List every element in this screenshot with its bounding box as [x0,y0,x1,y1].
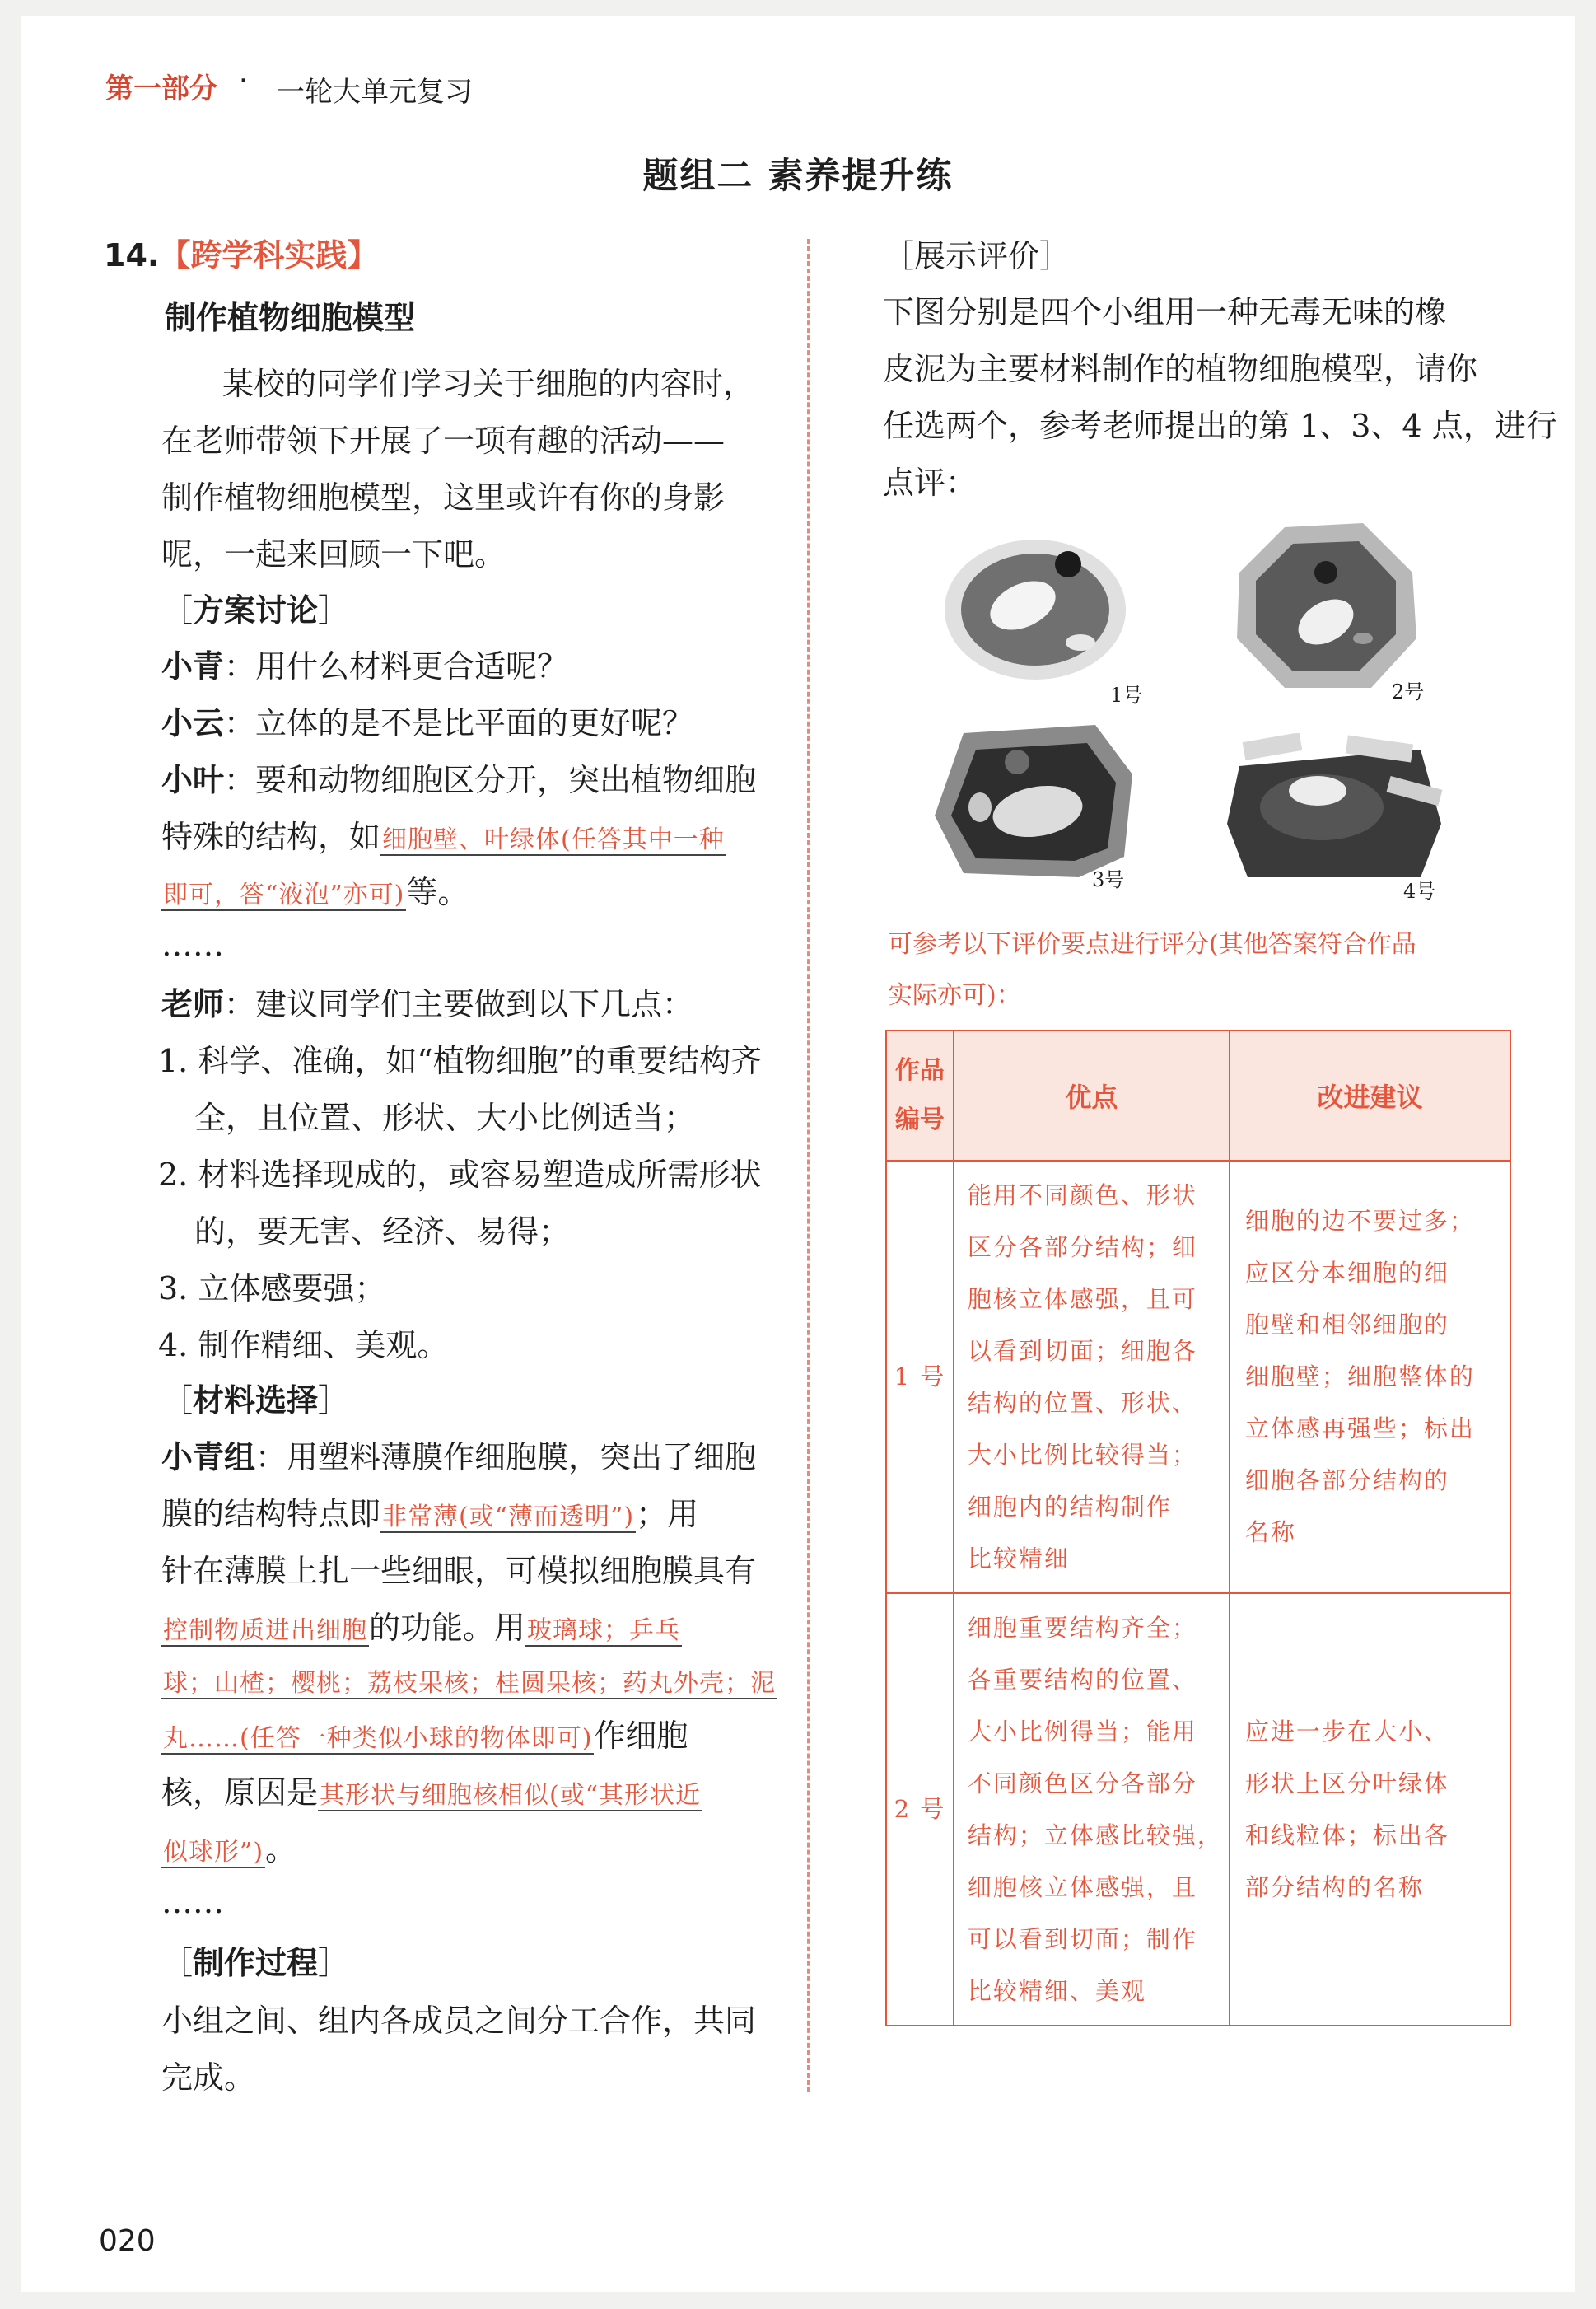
table-row [886,1161,1510,1593]
row-1-pros-line: 能用不同颜色、形状 [967,1180,1197,1209]
intro-line-3: 制作植物细胞模型，这里或许有你的身影 [161,479,726,516]
row-1-pros-line: 以看到切面；细胞各 [967,1336,1197,1365]
row-1-pros-line: 结构的位置、形状、 [967,1388,1197,1417]
xqg-label: 小青组 [161,1439,256,1475]
material-heading-label: 材料选择 [193,1382,319,1419]
membrane-text-a: 膜的结构特点即 [161,1496,381,1532]
caption-2: 2号 [1392,680,1425,703]
header-title: 一轮大单元复习 [277,76,473,109]
answer-1b: 即可，答“液泡”亦可) [163,881,405,909]
ellipsis-1: …… [161,927,224,963]
teacher-label: 老师 [161,986,225,1022]
row-2-pros [954,1593,1230,2026]
answer-4b: 球；山楂；樱桃；荔枝果核；桂圆果核；药丸外壳；泥 [163,1669,776,1698]
row-1-cons-line: 胞壁和相邻细胞的 [1244,1311,1449,1339]
row-1-cons-line: 立体感再强些；标出 [1244,1414,1475,1442]
intro-line-4: 呢，一起来回顾一下吧。 [161,536,506,573]
process-heading: ［制作过程］ [161,1945,350,1981]
question-tag: 【跨学科实践】 [159,237,379,273]
xiaoye-label: 小叶 [161,762,225,798]
teacher-text: ：建议同学们主要做到以下几点： [224,986,694,1022]
subtitle: 制作植物细胞模型 [165,300,416,336]
row-2-cons-line: 部分结构的名称 [1244,1872,1424,1901]
material-heading: ［材料选择］ [161,1382,350,1419]
table-header-row [886,1031,1510,1161]
row-1-cons-line: 细胞壁；细胞整体的 [1244,1362,1475,1391]
row-2-pros-line: 结构；立体感比较强， [967,1821,1223,1849]
function-text: 的功能。用 [369,1610,526,1646]
point-2b: 的，要无害、经济、易得； [194,1213,571,1250]
row-1-pros-line: 细胞内的结构制作 [967,1492,1172,1521]
row-2-pros-line: 可以看到切面；制作 [967,1924,1197,1953]
xiaoye-text-2: 特殊的结构，如 [161,819,381,855]
row-1-pros-line: 胞核立体感强，且可 [967,1284,1197,1313]
column-divider [807,239,810,2092]
section-title: 题组二 素养提升练 [642,156,954,197]
xiaoqing-text: ：用什么材料更合适呢？ [224,648,569,685]
row-1-suggestions [1230,1161,1510,1593]
header-dot: · [239,64,248,97]
row-1-cons-line: 细胞各部分结构的 [1244,1466,1449,1494]
row-1-pros-line: 区分各部分结构；细 [967,1232,1197,1261]
page-number: 020 [99,2224,156,2258]
row-1-cons-line: 应区分本细胞的细 [1244,1259,1449,1287]
row-1-cons-line: 名称 [1244,1518,1296,1546]
answer-4a: 玻璃球；乒乓 [527,1616,681,1645]
zuo-text: 作细胞 [594,1718,688,1754]
xiaoyun-text: ：立体的是不是比平面的更好呢？ [224,705,694,741]
row-2-cons-line: 形状上区分叶绿体 [1244,1769,1449,1797]
note-line-2: 实际亦可)： [888,981,1021,1010]
row-1-cons-line: 细胞的边不要过多； [1244,1207,1475,1235]
table-row [886,1593,1510,2026]
answer-4b-line [161,1662,777,1703]
point-2a: 2. 材料选择现成的，或容易塑造成所需形状 [158,1157,762,1193]
function-line [161,1609,682,1650]
ellipsis-2: …… [161,1884,224,1920]
row-2-cons-line: 应进一步在大小、 [1244,1717,1449,1746]
xiaoqing-line [161,647,568,685]
row-2-cons-line: 和线粒体；标出各 [1244,1821,1449,1849]
header-work-number: 作品编号 [886,1031,954,1161]
show-heading: ［展示评价］ [883,238,1071,274]
caption-3: 3号 [1092,868,1125,891]
membrane-line [161,1495,698,1536]
reason-line [161,1774,702,1815]
desc-line-4: 点评： [883,465,978,501]
row-2-pros-line: 细胞核立体感强，且 [967,1872,1197,1901]
xiaoqing-label: 小青 [161,648,225,685]
row-1-pros [954,1161,1230,1593]
row-2-pros-line: 各重要结构的位置、 [967,1665,1197,1694]
row-2-pros-line: 比较精细、美观 [967,1976,1146,2005]
process-heading-label: 制作过程 [193,1945,319,1981]
answer-3: 控制物质进出细胞 [163,1616,367,1645]
answer-5b-line [161,1830,296,1872]
xiaoye-text: ：要和动物细胞区分开，突出植物细胞 [224,762,757,798]
caption-4: 4号 [1403,880,1436,903]
note-line-1: 可参考以下评价要点进行评分(其他答案符合作品 [888,930,1416,959]
xiaoye-line-3 [161,873,469,914]
desc-line-1: 下图分别是四个小组用一种无毒无味的橡 [883,294,1447,330]
process-line-2: 完成。 [161,2059,256,2096]
row-1-pros-line: 比较精细 [967,1544,1070,1573]
xqg-line [161,1438,756,1476]
desc-line-3: 任选两个，参考老师提出的第 1、3、4 点，进行 [883,408,1557,444]
point-3: 3. 立体感要强； [158,1270,386,1306]
row-1-pros-line: 大小比例比较得当； [967,1440,1197,1469]
membrane-text-b: ；用 [636,1496,699,1532]
row-2-number: 2 号 [886,1593,954,2026]
row-2-pros-line: 大小比例得当；能用 [967,1717,1197,1746]
answer-4c-line [161,1717,688,1758]
row-2-suggestions [1230,1593,1510,2026]
evaluation-table [885,1030,1511,2026]
xqg-text: ：用塑料薄膜作细胞膜，突出了细胞 [255,1439,757,1475]
teacher-line [161,985,693,1023]
point-1b: 全，且位置、形状、大小比例适当； [194,1100,696,1136]
answer-2: 非常薄(或“薄而透明”) [382,1503,635,1531]
discussion-heading: ［方案讨论］ [161,592,350,629]
caption-1: 1号 [1110,684,1143,707]
reason-text: 核，原因是 [161,1774,319,1811]
row-2-pros-line: 不同颜色区分各部分 [967,1769,1197,1797]
show-heading-label: 展示评价 [914,238,1040,274]
xiaoyun-label: 小云 [161,705,225,741]
xiaoye-line-2 [161,818,726,859]
point-4: 4. 制作精细、美观。 [158,1327,449,1363]
question-header [104,236,378,274]
cell-model-4-photo [1223,733,1445,881]
discussion-heading-label: 方案讨论 [193,592,319,629]
cell-model-2-photo [1227,515,1425,696]
row-2-pros-line: 细胞重要结构齐全； [967,1613,1197,1642]
deng-text: 等。 [406,874,469,910]
process-line-1: 小组之间、组内各成员之间分工合作，共同 [161,2003,757,2039]
xiaoyun-line [161,704,693,742]
needle-line: 针在薄膜上扎一些细眼，可模拟细胞膜具有 [161,1553,757,1589]
cell-model-1-photo [940,527,1130,692]
answer-4c: 丸……(任答一种类似小球的物体即可) [163,1724,593,1753]
cell-model-3-photo [931,717,1136,881]
answer-1a: 细胞壁、叶绿体(任答其中一种 [382,825,725,854]
point-1a: 1. 科学、准确，如“植物细胞”的重要结构齐 [158,1043,763,1079]
question-number: 14. [104,237,160,273]
answer-5b: 似球形”) [163,1838,264,1867]
header-suggestions: 改进建议 [1230,1031,1510,1161]
xiaoye-line [161,761,756,799]
desc-line-2: 皮泥为主要材料制作的植物细胞模型，请你 [883,351,1478,387]
intro-line-2: 在老师带领下开展了一项有趣的活动—— [161,423,726,459]
header-pros: 优点 [954,1031,1230,1161]
answer-5a: 其形状与细胞核相似(或“其形状近 [320,1781,702,1810]
period: 。 [265,1831,297,1867]
intro-line-1: 某校的同学们学习关于细胞的内容时， [222,366,755,402]
row-1-number: 1 号 [886,1161,954,1593]
header-part: 第一部分 [105,72,217,105]
